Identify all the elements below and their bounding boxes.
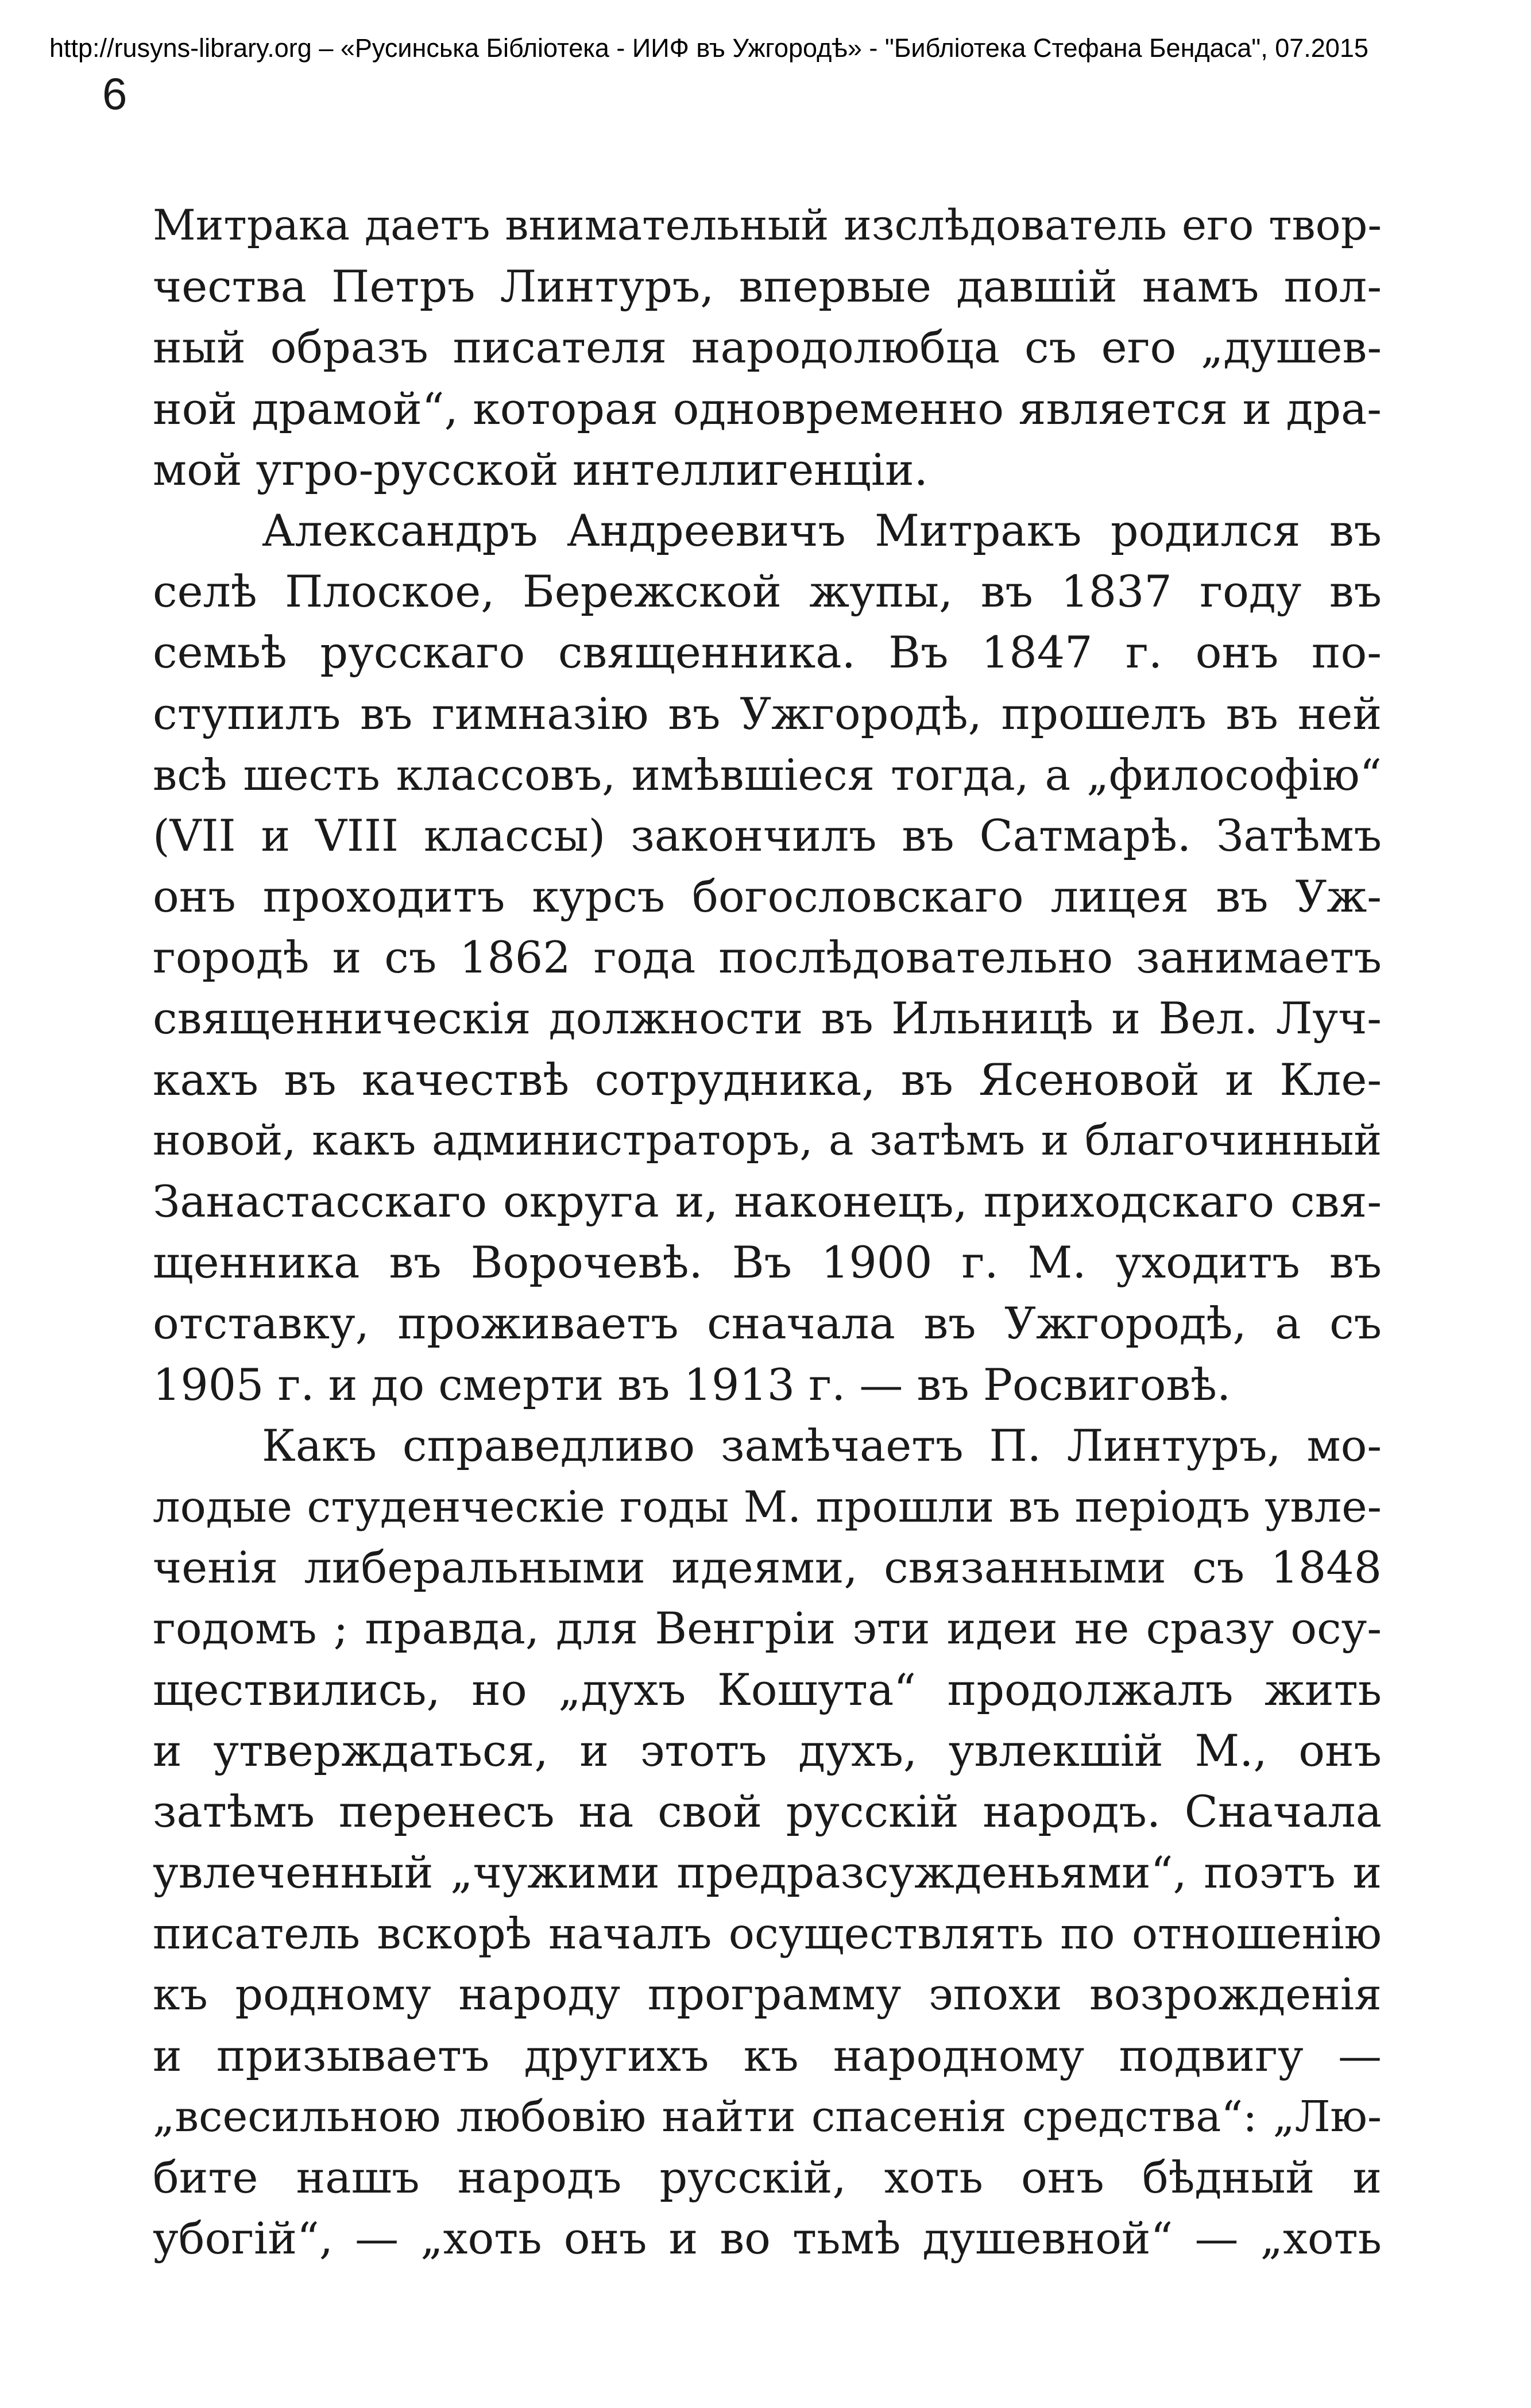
source-url-header: http://rusyns-library.org – «Русинська Бібліотека - ИИФ въ Ужгородѣ» - "Библіотека Стефана Бендаса", 07.2015 — [49, 33, 1368, 63]
text-line: Занастасскаго округа и, наконецъ, приходскаго свя- — [153, 1176, 1382, 1227]
text-line: ной драмой“, которая одновременно является и дра- — [153, 383, 1382, 434]
text-line: 1905 г. и до смерти въ 1913 г. — въ Росвиговѣ. — [153, 1359, 1231, 1410]
text-line: онъ проходитъ курсъ богословскаго лицея въ Уж- — [153, 871, 1382, 923]
text-line: ченія либеральными идеями, связанными съ 1848 — [153, 1542, 1382, 1593]
text-line: (VII и VIII классы) закончилъ въ Сатмарѣ. Затѣмъ — [153, 809, 1382, 861]
text-line: бите нашъ народъ русскій, хоть онъ бѣдный и — [153, 2152, 1382, 2203]
text-line: Митрака даетъ внимательный изслѣдователь его твор- — [153, 201, 1382, 250]
text-line: селѣ Плоское, Бережской жупы, въ 1837 году въ — [153, 566, 1382, 618]
text-line: ществились, но „духъ Кошута“ продолжалъ жить — [153, 1664, 1382, 1715]
text-line: семьѣ русскаго священника. Въ 1847 г. онъ по- — [153, 627, 1382, 678]
text-line: писатель вскорѣ началъ осуществлять по отношенію — [153, 1908, 1382, 1959]
text-line: чества Петръ Линтуръ, впервые давшій намъ пол- — [153, 261, 1382, 312]
body-text — [153, 195, 1382, 2269]
text-line: мой угро-русской интеллигенціи. — [153, 443, 928, 495]
text-line: годомъ ; правда, для Венгріи эти идеи не сразу осу- — [153, 1603, 1382, 1654]
text-line: и утверждаться, и этотъ духъ, увлекшій М., онъ — [153, 1724, 1382, 1776]
text-line: затѣмъ перенесъ на свой русскій народъ. Сначала — [153, 1785, 1382, 1837]
text-line: ступилъ въ гимназію въ Ужгородѣ, прошелъ въ ней — [153, 688, 1382, 739]
text-line: кахъ въ качествѣ сотрудника, въ Ясеновой и Кле- — [153, 1054, 1382, 1105]
text-line: лодые студенческіе годы М. прошли въ періодъ увле- — [153, 1481, 1382, 1532]
text-line: новой, какъ администраторъ, а затѣмъ и благочинный — [153, 1116, 1382, 1165]
page-number: 6 — [102, 68, 127, 119]
text-line: и призываетъ другихъ къ народному подвигу — — [153, 2029, 1382, 2081]
text-line: къ родному народу программу эпохи возрожденія — [153, 1969, 1382, 2020]
text-line: Александръ Андреевичъ Митракъ родился въ — [262, 504, 1382, 556]
text-line: убогій“, — „хоть онъ и во тьмѣ душевной“ — „хоть — [153, 2213, 1382, 2264]
text-line: отставку, проживаетъ сначала въ Ужгородѣ, а съ — [153, 1298, 1382, 1349]
text-line: ный образъ писателя народолюбца съ его „душев- — [153, 322, 1382, 373]
text-line: священническія должности въ Ильницѣ и Вел. Луч- — [153, 993, 1382, 1044]
text-line: „всесильною любовію найти спасенія средства“: „Лю- — [153, 2091, 1382, 2141]
text-line: городѣ и съ 1862 года послѣдовательно занимаетъ — [153, 932, 1382, 983]
text-line: увлеченный „чужими предразсужденьями“, поэтъ и — [153, 1847, 1382, 1898]
text-line: Какъ справедливо замѣчаетъ П. Линтуръ, мо- — [262, 1419, 1382, 1471]
text-line: щенника въ Ворочевѣ. Въ 1900 г. М. уходитъ въ — [153, 1237, 1382, 1288]
text-line: всѣ шесть классовъ, имѣвшіеся тогда, а „философію“ — [153, 749, 1382, 800]
